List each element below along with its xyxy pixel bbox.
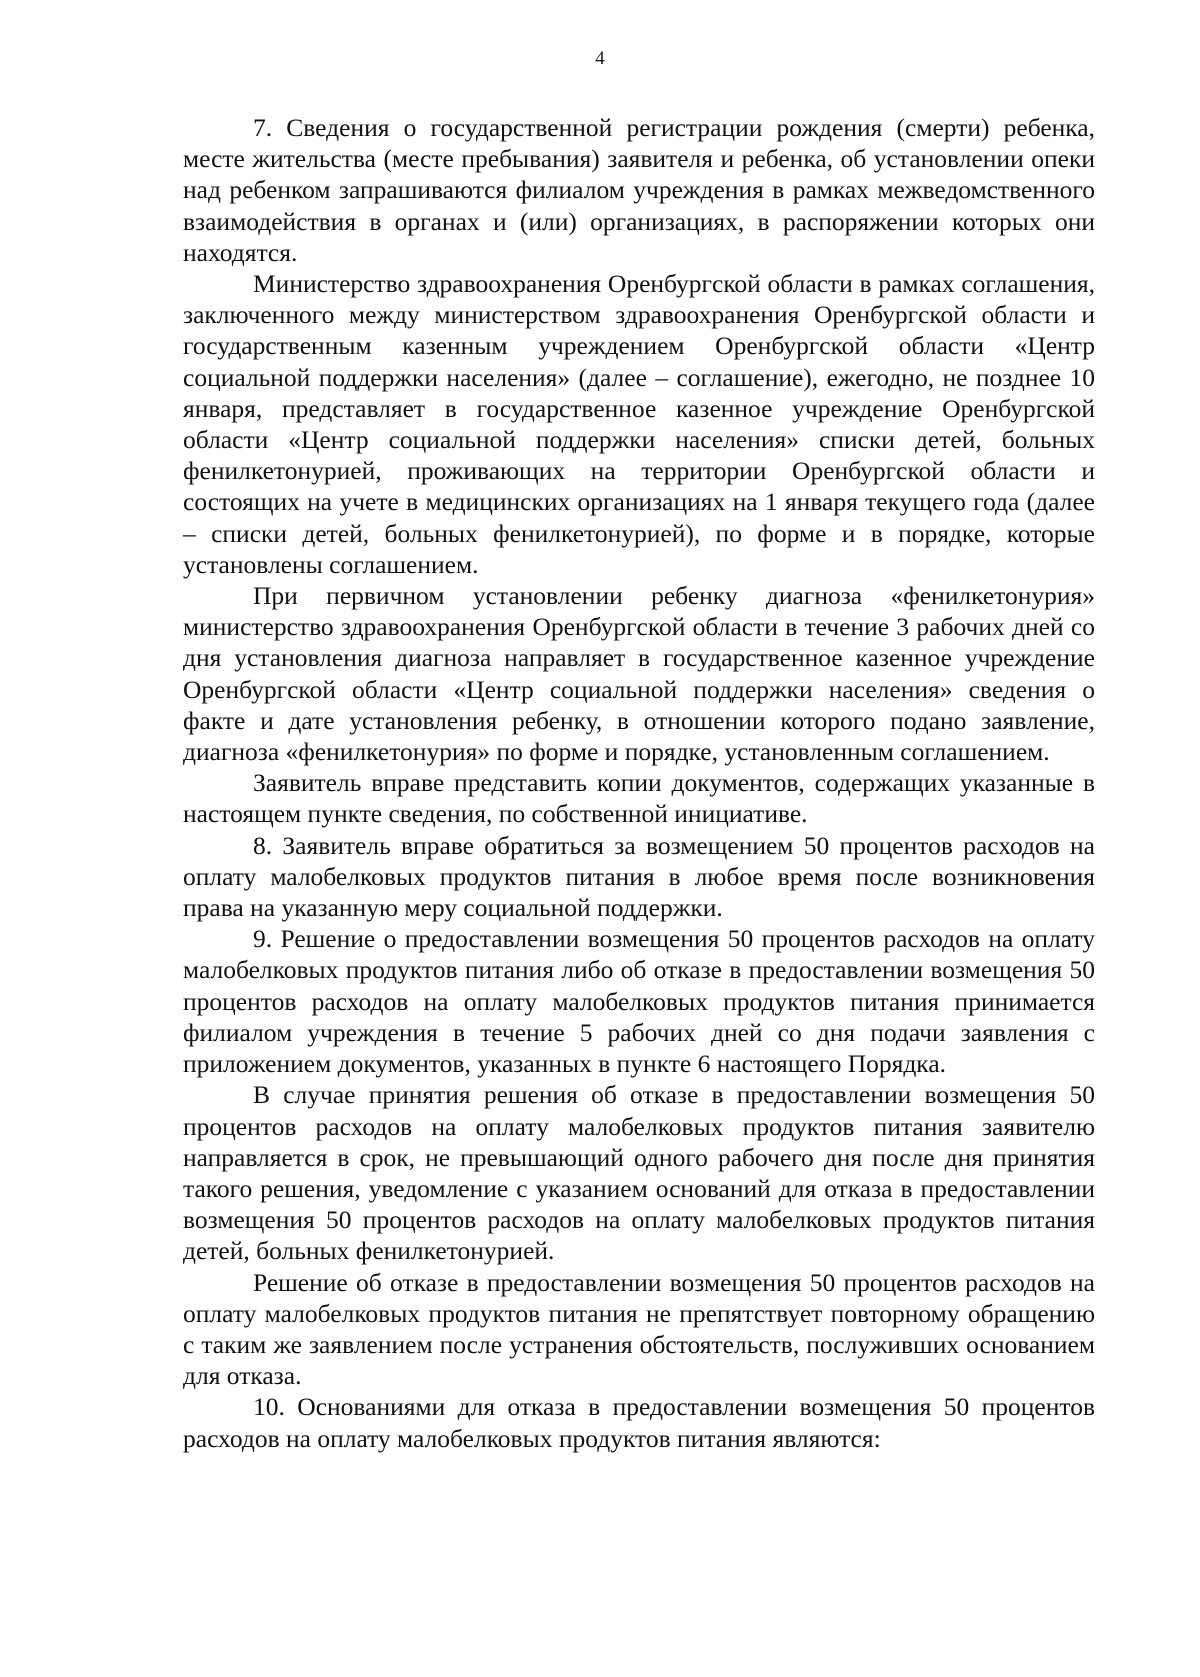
paragraph-applicant-copies: Заявитель вправе представить копии документов, содержащих указанные в настоящем пункте сведения, по собственной инициативе. (183, 768, 1095, 829)
paragraph-item-10-refusal-grounds: 10. Основаниями для отказа в предоставлении возмещения 50 процентов расходов на оплату малобелковых продуктов питания являются: (183, 1392, 1095, 1453)
paragraph-repeat-application: Решение об отказе в предоставлении возмещения 50 процентов расходов на оплату малобелковых продуктов питания не препятствует повторному обращению с таким же заявлением после устранения обстоятельств, послуживших основанием для отказа. (183, 1267, 1095, 1391)
paragraph-primary-diagnosis: При первичном установлении ребенку диагноза «фенилкетонурия» министерство здравоохранения Оренбургской области в течение 3 рабочих дней со дня установления диагноза направляет в государственное казенное учреждение Оренбургской области «Центр социальной поддержки населения» сведения о факте и дате установления ребенку, в отношении которого подано заявление, диагноза «фенилкетонурия» по форме и порядке, установленным соглашением. (183, 581, 1095, 767)
paragraph-item-7-info-requests: 7. Сведения о государственной регистрации рождения (смерти) ребенка, месте жительства (месте пребывания) заявителя и ребенка, об установлении опеки над ребенком запрашиваются филиалом учреждения в рамках межведомственного взаимодействия в органах и (или) организациях, в распоряжении которых они находятся. (183, 113, 1095, 267)
paragraph-item-9-decision: 9. Решение о предоставлении возмещения 50 процентов расходов на оплату малобелковых продуктов питания либо об отказе в предоставлении возмещения 50 процентов расходов на оплату малобелковых продуктов питания принимается филиалом учреждения в течение 5 рабочих дней со дня подачи заявления с приложением документов, указанных в пункте 6 настоящего Порядка. (183, 924, 1095, 1079)
paragraph-ministry-lists: Министерство здравоохранения Оренбургской области в рамках соглашения, заключенного между министерством здравоохранения Оренбургской области и государственным казенным учреждением Оренбургской области «Центр социальной поддержки населения» (далее – соглашение), ежегодно, не позднее 10 января, представляет в государственное казенное учреждение Оренбургской области «Центр социальной поддержки населения» списки детей, больных фенилкетонурией, проживающих на территории Оренбургской области и состоящих на учете в медицинских организациях на 1 января текущего года (далее – списки детей, больных фенилкетонурией), по форме и в порядке, которые установлены соглашением. (183, 269, 1095, 579)
page-number: 4 (595, 48, 605, 69)
document-body (183, 112, 1095, 1454)
paragraph-refusal-notification: В случае принятия решения об отказе в предоставлении возмещения 50 процентов расходов на оплату малобелковых продуктов питания заявителю направляется в срок, не превышающий одного рабочего дня после дня принятия такого решения, уведомление с указанием оснований для отказа в предоставлении возмещения 50 процентов расходов на оплату малобелковых продуктов питания детей, больных фенилкетонурией. (183, 1080, 1095, 1266)
paragraph-item-8-apply-anytime: 8. Заявитель вправе обратиться за возмещением 50 процентов расходов на оплату малобелковых продуктов питания в любое время после возникновения права на указанную меру социальной поддержки. (183, 830, 1095, 923)
